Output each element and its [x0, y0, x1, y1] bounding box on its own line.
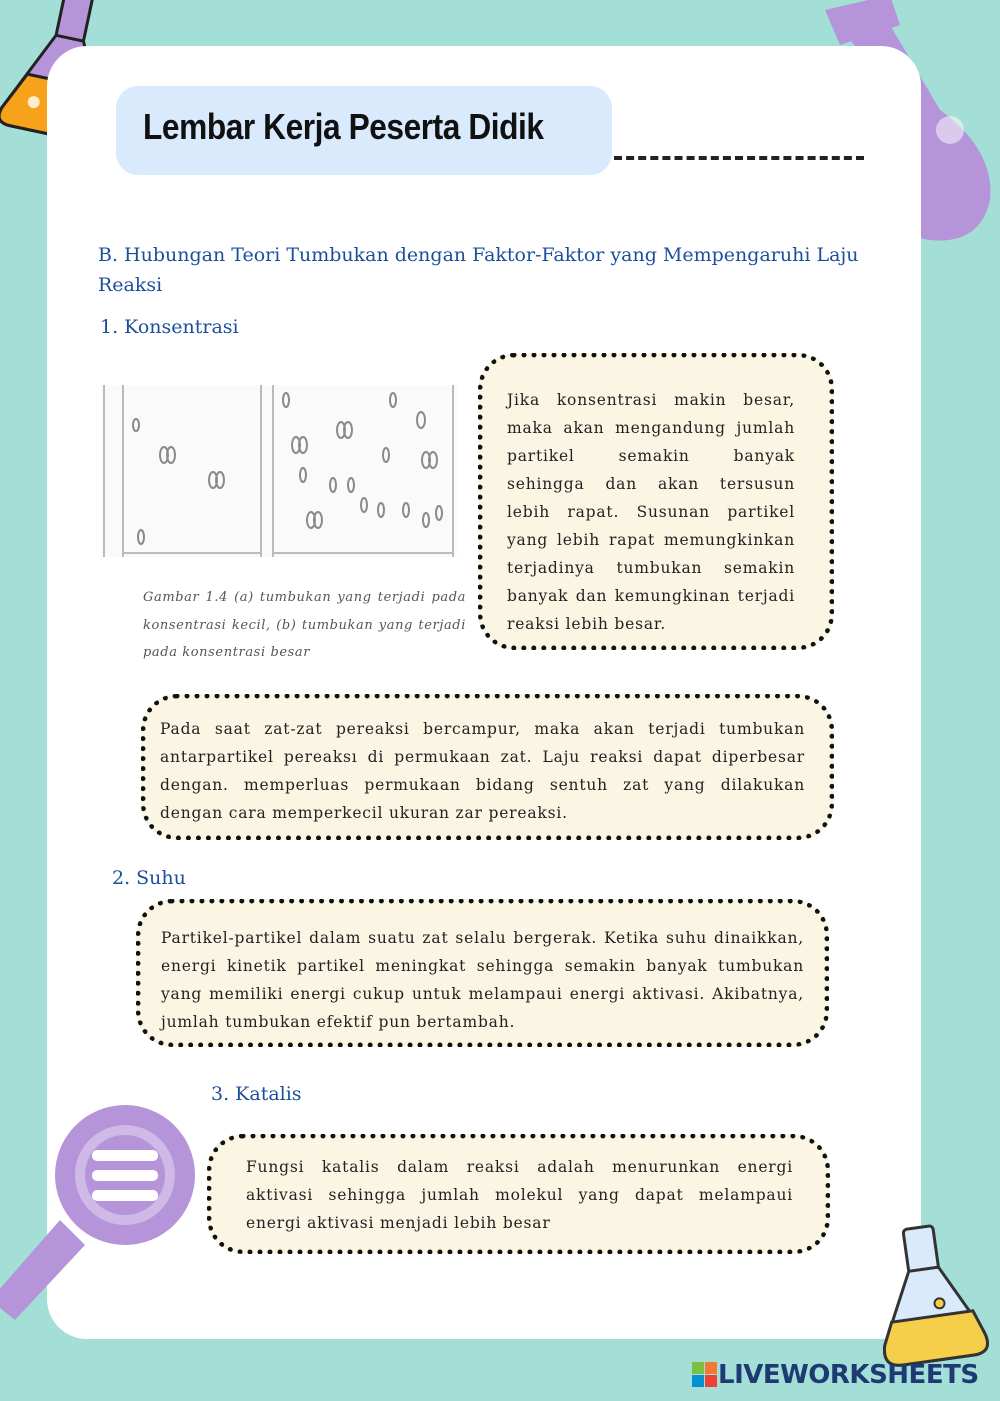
subheading-suhu: 2. Suhu [112, 867, 186, 889]
brand-name: LIVEWORKSHEETS [718, 1360, 979, 1390]
collision-figure [101, 385, 457, 557]
page-title: Lembar Kerja Peserta Didik [143, 106, 544, 147]
katalis-text: Fungsi katalis dalam reaksi adalah menurunkan energi aktivasi sehingga jumlah molekul yang dapat melampaui energi aktivasi menjadi lebih besar [246, 1158, 793, 1232]
subheading-katalis: 3. Katalis [211, 1083, 302, 1105]
suhu-box [136, 899, 829, 1047]
magnifier-icon [0, 1100, 200, 1320]
konsentrasi-text: Jika konsentrasi makin besar, maka akan mengandung jumlah partikel semakin banyak sehingga dan akan tersusun lebih rapat. Susunan partikel yang lebih rapat memungkinkan terjadinya tumbukan semakin banyak dan kemungkinan terjadi reaksi lebih besar. [507, 391, 795, 633]
liveworksheets-logo [692, 1360, 979, 1390]
title-divider [614, 156, 864, 160]
suhu-text: Partikel-partikel dalam suatu zat selalu bergerak. Ketika suhu dinaikkan, energi kinetik partikel meningkat sehingga semakin banyak tumbukan yang memiliki energi cukup untuk melampaui energi aktivasi. Akibatnya, jumlah tumbukan efektif pun bertambah. [161, 929, 804, 1031]
katalis-box [207, 1134, 830, 1254]
logo-icon [692, 1362, 718, 1388]
subheading-konsentrasi: 1. Konsentrasi [100, 316, 239, 338]
surface-box [141, 694, 834, 840]
konsentrasi-box [478, 353, 834, 650]
figure-caption: Gambar 1.4 (a) tumbukan yang terjadi pada konsentrasi kecil, (b) tumbukan yang terjadi pada konsentrasi besar [143, 590, 466, 660]
section-heading: B. Hubungan Teori Tumbukan dengan Faktor-Faktor yang Mempengaruhi Laju Reaksi [98, 244, 859, 296]
surface-text: Pada saat zat-zat pereaksi bercampur, maka akan terjadi tumbukan antarpartikel pereaksı di permukaan zat. Laju reaksi dapat diperbesar dengan. memperluas permukaan bidang sentuh zat yang dilakukan dengan cara memperkecil ukuran zar pereaksi. [160, 720, 805, 822]
flask-icon [868, 1218, 1000, 1368]
